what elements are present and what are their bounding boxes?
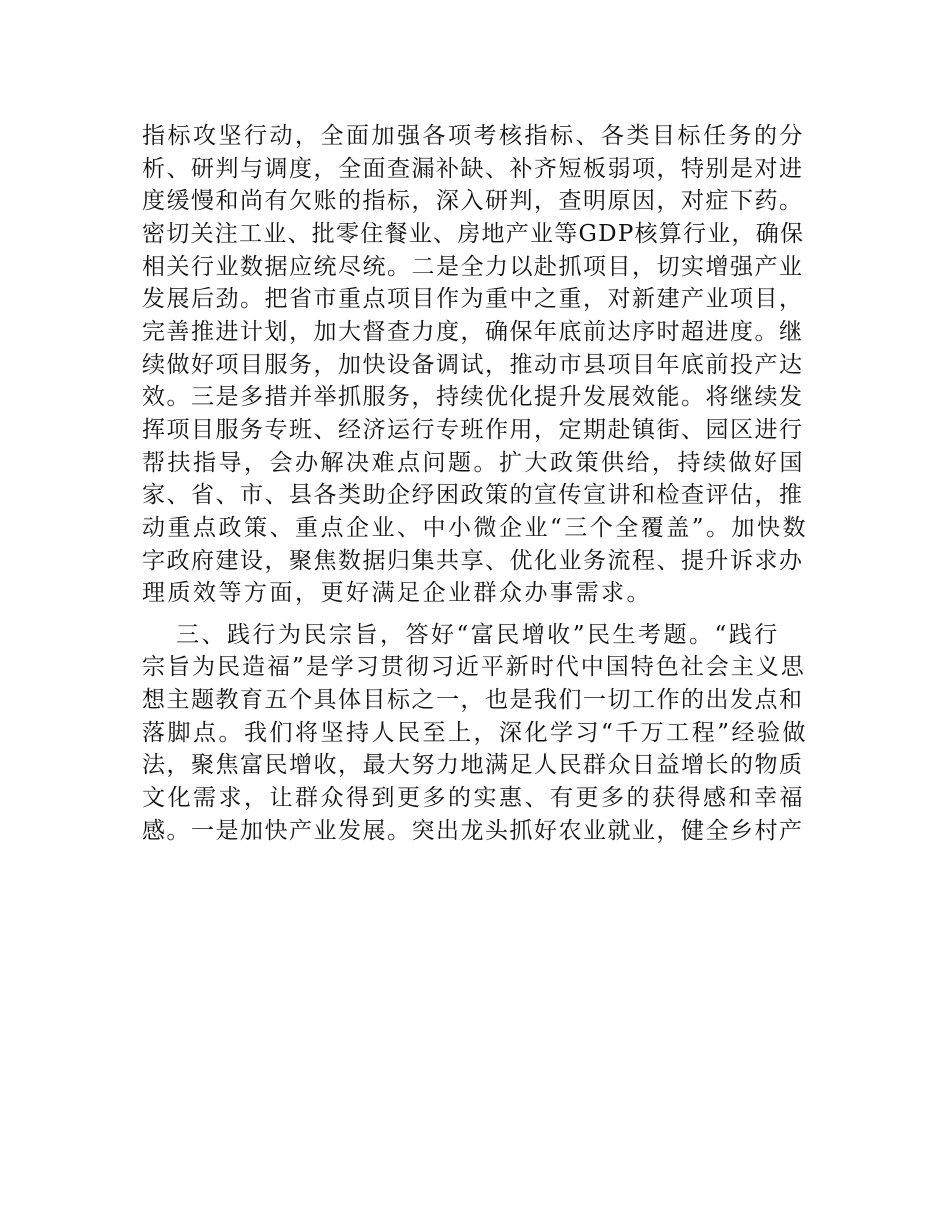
- text-line: 挥项目服务专班、经济运行专班作用，定期赴镇街、园区进行: [142, 417, 804, 443]
- text-line: 感。一是加快产业发展。突出龙头抓好农业就业，健全乡村产: [142, 818, 804, 844]
- text-line: 完善推进计划，加大督查力度，确保年底前达序时超进度。继: [142, 319, 804, 345]
- text-line: 文化需求，让群众得到更多的实惠、有更多的获得感和幸福: [142, 785, 805, 811]
- text-line: 想主题教育五个具体目标之一，也是我们一切工作的出发点和: [142, 687, 804, 713]
- section-heading-line: 三、践行为民宗旨，答好“富民增收”民生考题。“践行: [176, 622, 780, 648]
- text-line: 指标攻坚行动，全面加强各项考核指标、各类目标任务的分: [142, 123, 805, 149]
- text-line: 析、研判与调度，全面查漏补缺、补齐短板弱项，特别是对进: [142, 156, 804, 182]
- text-line: 落脚点。我们将坚持人民至上，深化学习“千万工程”经验做: [142, 720, 809, 746]
- text-line: 家、省、市、县各类助企纾困政策的宣传宣讲和检查评估，推: [142, 482, 804, 508]
- text-line: 度缓慢和尚有欠账的指标，深入研判，查明原因，对症下药。: [142, 188, 804, 214]
- text-line: 密切关注工业、批零住餐业、房地产业等GDP核算行业，确保: [142, 221, 805, 247]
- text-line: 宗旨为民造福”是学习贯彻习近平新时代中国特色社会主义思: [142, 654, 806, 680]
- text-line: 相关行业数据应统尽统。二是全力以赴抓项目，切实增强产业: [142, 254, 804, 280]
- text-line: 帮扶指导，会办解决难点问题。扩大政策供给，持续做好国: [142, 450, 805, 476]
- text-line: 法，聚焦富民增收，最大努力地满足人民群众日益增长的物质: [142, 752, 804, 778]
- text-line: 发展后劲。把省市重点项目作为重中之重，对新建产业项目，: [142, 286, 804, 312]
- text-line: 效。三是多措并举抓服务，持续优化提升发展效能。将继续发: [142, 384, 804, 410]
- text-line: 理质效等方面，更好满足企业群众办事需求。: [142, 580, 652, 606]
- text-line: 字政府建设，聚焦数据归集共享、优化业务流程、提升诉求办: [142, 548, 804, 574]
- text-line: 动重点政策、重点企业、中小微企业“三个全覆盖”。加快数: [142, 515, 809, 541]
- text-line: 续做好项目服务，加快设备调试，推动市县项目年底前投产达: [142, 352, 804, 378]
